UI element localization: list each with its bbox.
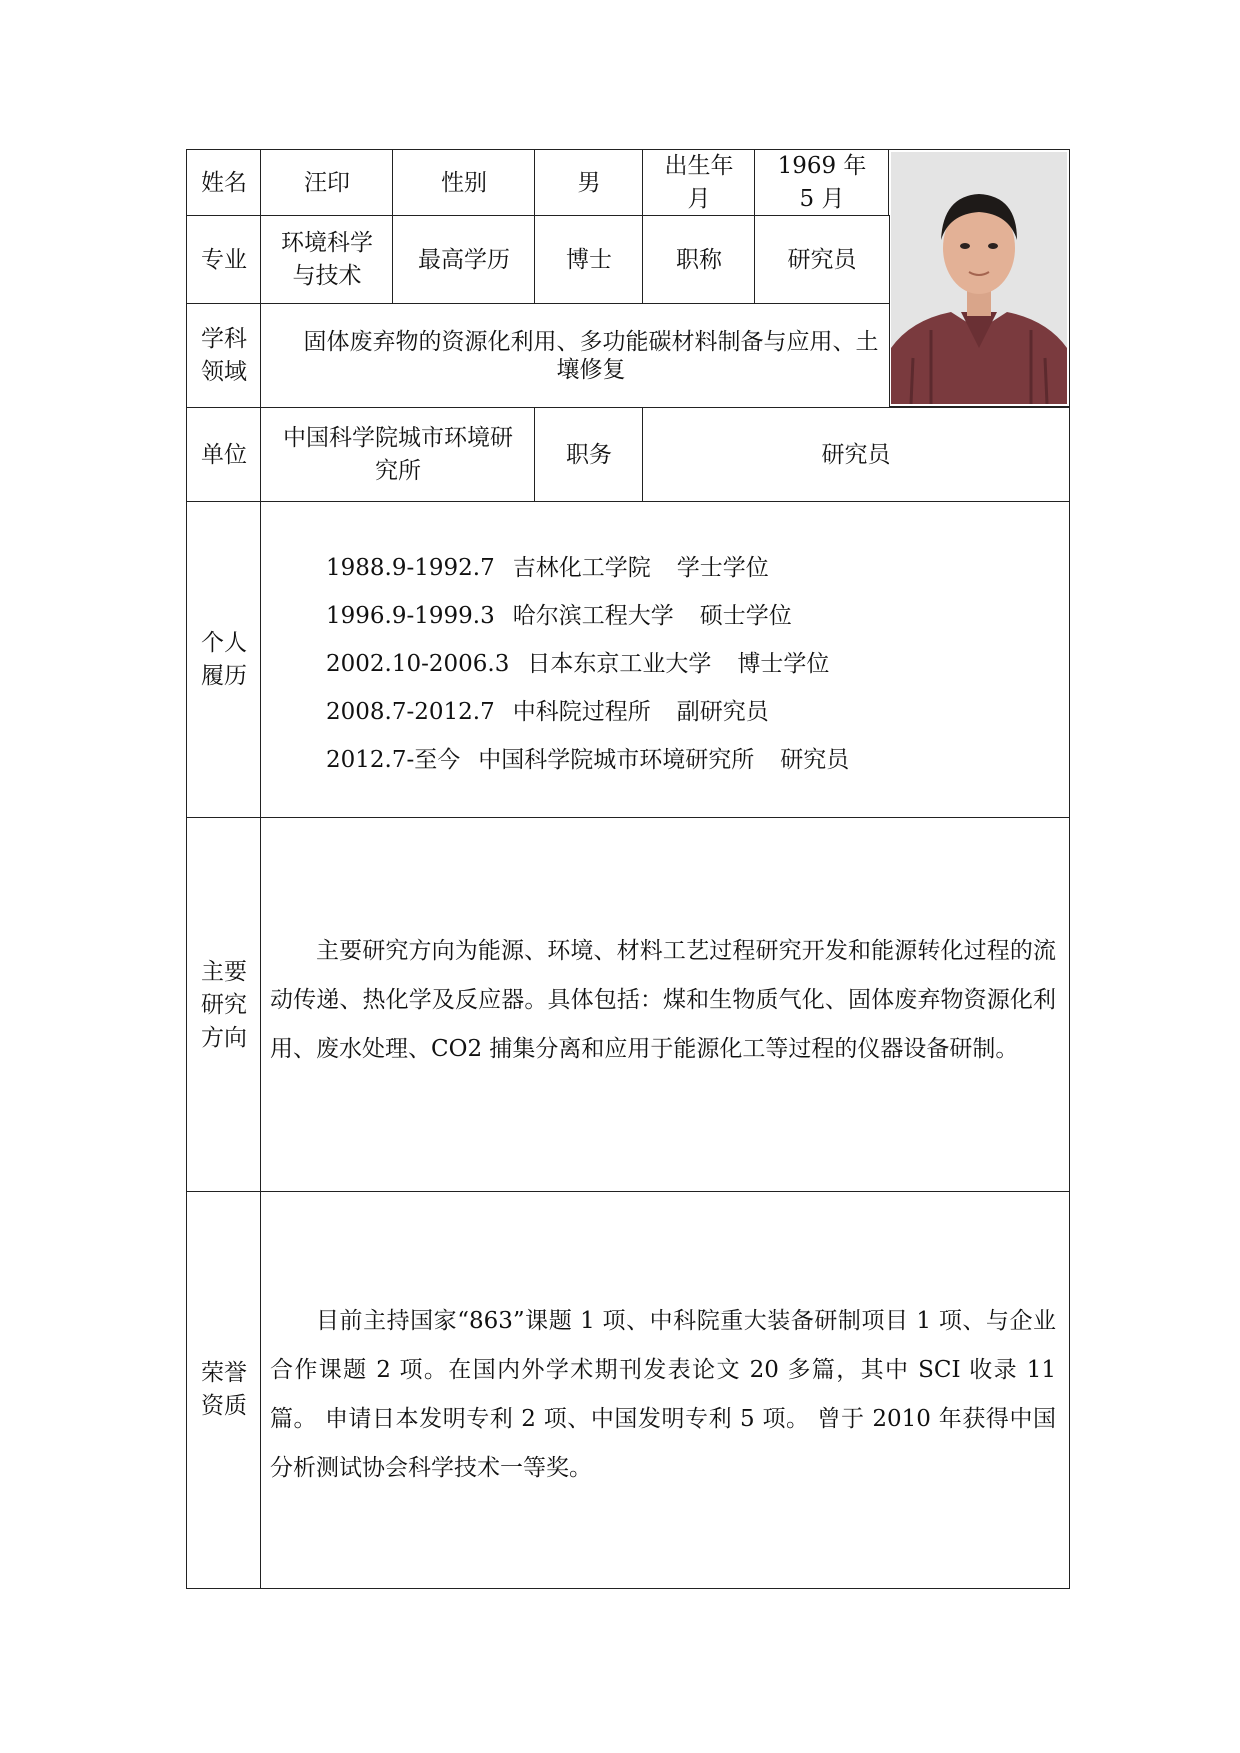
birth-value: 1969 年 5 月 bbox=[754, 149, 890, 217]
field-value: 固体废弃物的资源化利用、多功能碳材料制备与应用、土壤修复 bbox=[260, 303, 890, 409]
gender-value: 男 bbox=[534, 149, 644, 217]
unit-value: 中国科学院城市环境研究所 bbox=[260, 407, 536, 503]
photo-cell bbox=[888, 149, 1070, 407]
position-value: 研究员 bbox=[642, 407, 1070, 503]
honors-text bbox=[270, 1297, 1056, 1493]
resume-entry: 2002.10-2006.3 日本东京工业大学 博士学位 bbox=[326, 651, 830, 677]
resume-list bbox=[326, 544, 849, 784]
gender-label: 性别 bbox=[392, 149, 536, 217]
title-label: 职称 bbox=[642, 215, 756, 305]
research-paragraph: 主要研究方向为能源、环境、材料工艺过程研究开发和能源转化过程的流动传递、热化学及反应器。具体包括：煤和生物质气化、固体废弃物资源化利用、废水处理、CO2 捕集分离和应用于能源化工等过程的仪器设备研制。 bbox=[270, 938, 1056, 1062]
portrait-photo bbox=[891, 152, 1067, 404]
honors-label: 荣誉资质 bbox=[186, 1191, 262, 1589]
resume-label: 个人履历 bbox=[186, 501, 262, 819]
resume-entry: 2012.7-至今 中国科学院城市环境研究所 研究员 bbox=[326, 747, 850, 773]
name-value: 汪印 bbox=[260, 149, 394, 217]
honors-paragraph: 目前主持国家“863”课题 1 项、中科院重大装备研制项目 1 项、与企业合作课题 2 项。在国内外学术期刊发表论文 20 多篇，其中 SCI 收录 11 篇。 申请日本发明专利 2 项、中国发明专利 5 项。 曾于 2010 年获得中国分析测试协会科学技术一等奖。 bbox=[270, 1308, 1056, 1481]
resume-entry: 1996.9-1999.3 哈尔滨工程大学 硕士学位 bbox=[326, 603, 792, 629]
title-value: 研究员 bbox=[754, 215, 890, 305]
resume-entry: 2008.7-2012.7 中科院过程所 副研究员 bbox=[326, 699, 769, 725]
research-text bbox=[270, 927, 1056, 1074]
birth-label: 出生年月 bbox=[642, 149, 756, 217]
unit-label: 单位 bbox=[186, 407, 262, 503]
research-label: 主要研究方向 bbox=[186, 817, 262, 1193]
resume-entry: 1988.9-1992.7 吉林化工学院 学士学位 bbox=[326, 555, 769, 581]
education-value: 博士 bbox=[534, 215, 644, 305]
name-label: 姓名 bbox=[186, 149, 262, 217]
field-label: 学科领域 bbox=[186, 303, 262, 409]
major-label: 专业 bbox=[186, 215, 262, 305]
major-value: 环境科学与技术 bbox=[260, 215, 394, 305]
profile-form bbox=[186, 149, 1070, 1589]
position-label: 职务 bbox=[534, 407, 644, 503]
education-label: 最高学历 bbox=[392, 215, 536, 305]
